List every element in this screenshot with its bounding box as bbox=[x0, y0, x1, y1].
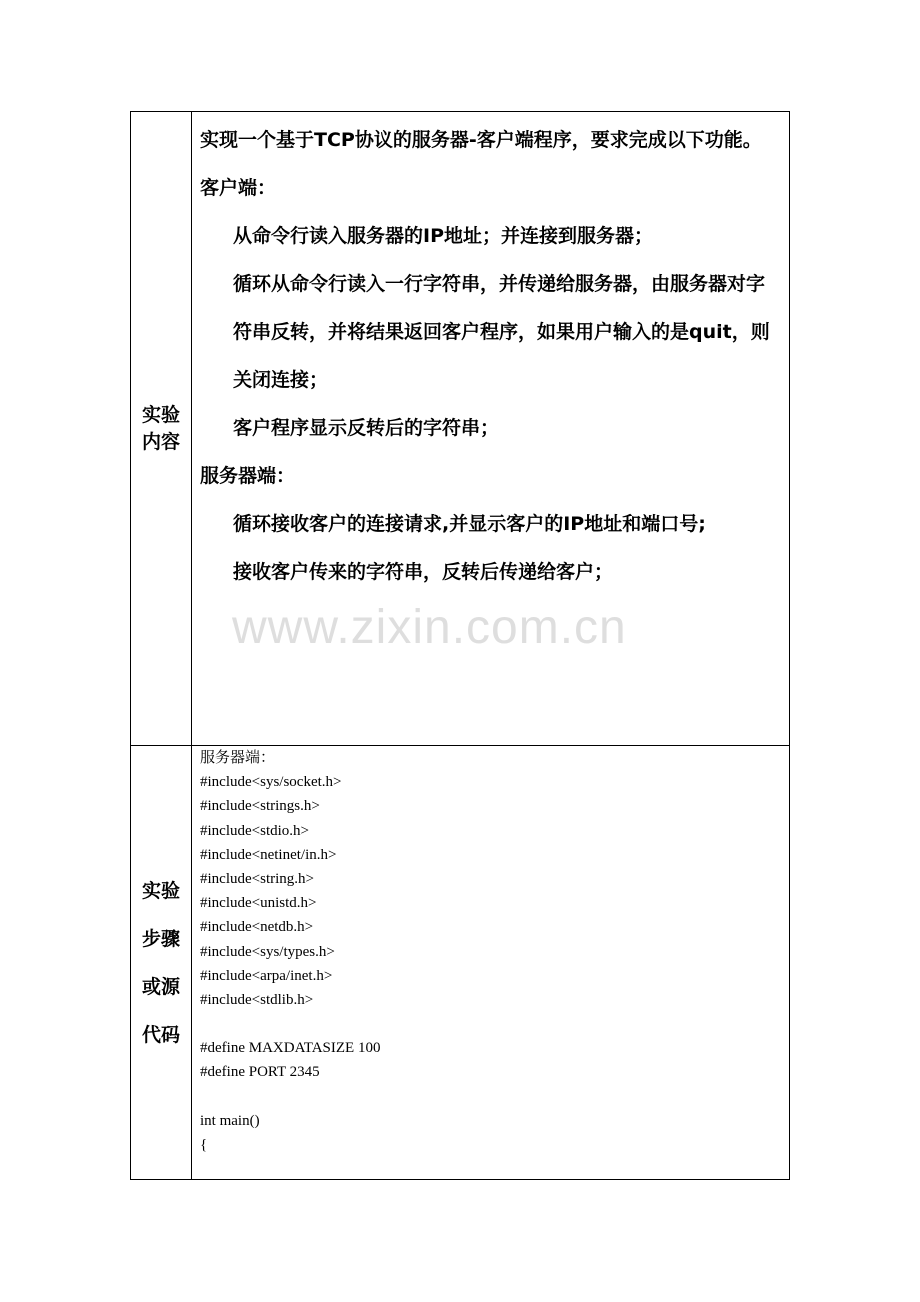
content-paragraph: 实现一个基于TCP协议的服务器-客户端程序，要求完成以下功能。 bbox=[200, 129, 762, 151]
watermark-text: www.zixin.com.cn bbox=[232, 601, 627, 654]
experiment-table bbox=[130, 111, 790, 1180]
code-line: #include<stdlib.h> bbox=[200, 991, 314, 1008]
code-line bbox=[200, 1012, 783, 1036]
code-line: #include<strings.h> bbox=[200, 798, 320, 815]
code-line: #include<netinet/in.h> bbox=[200, 846, 337, 863]
content-paragraph: 服务器端： bbox=[200, 465, 296, 487]
content-paragraph: 循环从命令行读入一行字符串，并传递给服务器，由服务器对字符串反转，并将结果返回客户程序，如果用户输入的是quit，则关闭连接； bbox=[233, 273, 770, 391]
code-line bbox=[200, 1085, 783, 1109]
code-line: #include<arpa/inet.h> bbox=[200, 967, 333, 984]
content-paragraph: 客户端： bbox=[200, 177, 277, 199]
code-line: #define PORT 2345 bbox=[200, 1064, 320, 1081]
content-paragraph: 接收客户传来的字符串，反转后传递给客户； bbox=[233, 561, 614, 583]
source-code-block bbox=[192, 746, 789, 1157]
table-row-code bbox=[131, 746, 790, 1180]
code-line: #include<stdio.h> bbox=[200, 822, 309, 839]
content-paragraph: 循环接收客户的连接请求,并显示客户的IP地址和端口号; bbox=[233, 513, 706, 535]
content-cell bbox=[192, 112, 790, 746]
code-line: #include<netdb.h> bbox=[200, 919, 314, 936]
code-line: #include<sys/socket.h> bbox=[200, 774, 342, 791]
code-line: #define MAXDATASIZE 100 bbox=[200, 1040, 381, 1057]
code-line: 服务器端： bbox=[200, 750, 276, 766]
content-paragraph: 从命令行读入服务器的IP地址；并连接到服务器； bbox=[233, 225, 653, 247]
code-line: #include<unistd.h> bbox=[200, 895, 317, 912]
label-cell-code bbox=[131, 746, 192, 1180]
code-line: #include<sys/types.h> bbox=[200, 943, 335, 960]
code-cell bbox=[192, 746, 790, 1180]
content-paragraph: 客户程序显示反转后的字符串； bbox=[233, 417, 500, 439]
experiment-content-body bbox=[192, 112, 789, 596]
section-label-code: 实验步骤或源代码 bbox=[141, 879, 180, 1046]
code-line: #include<string.h> bbox=[200, 870, 314, 887]
code-line: { bbox=[200, 1137, 208, 1153]
code-line: int main() bbox=[200, 1112, 260, 1129]
label-cell-content bbox=[131, 112, 192, 746]
section-label-content: 实验内容 bbox=[141, 403, 180, 453]
table-row-content bbox=[131, 112, 790, 746]
